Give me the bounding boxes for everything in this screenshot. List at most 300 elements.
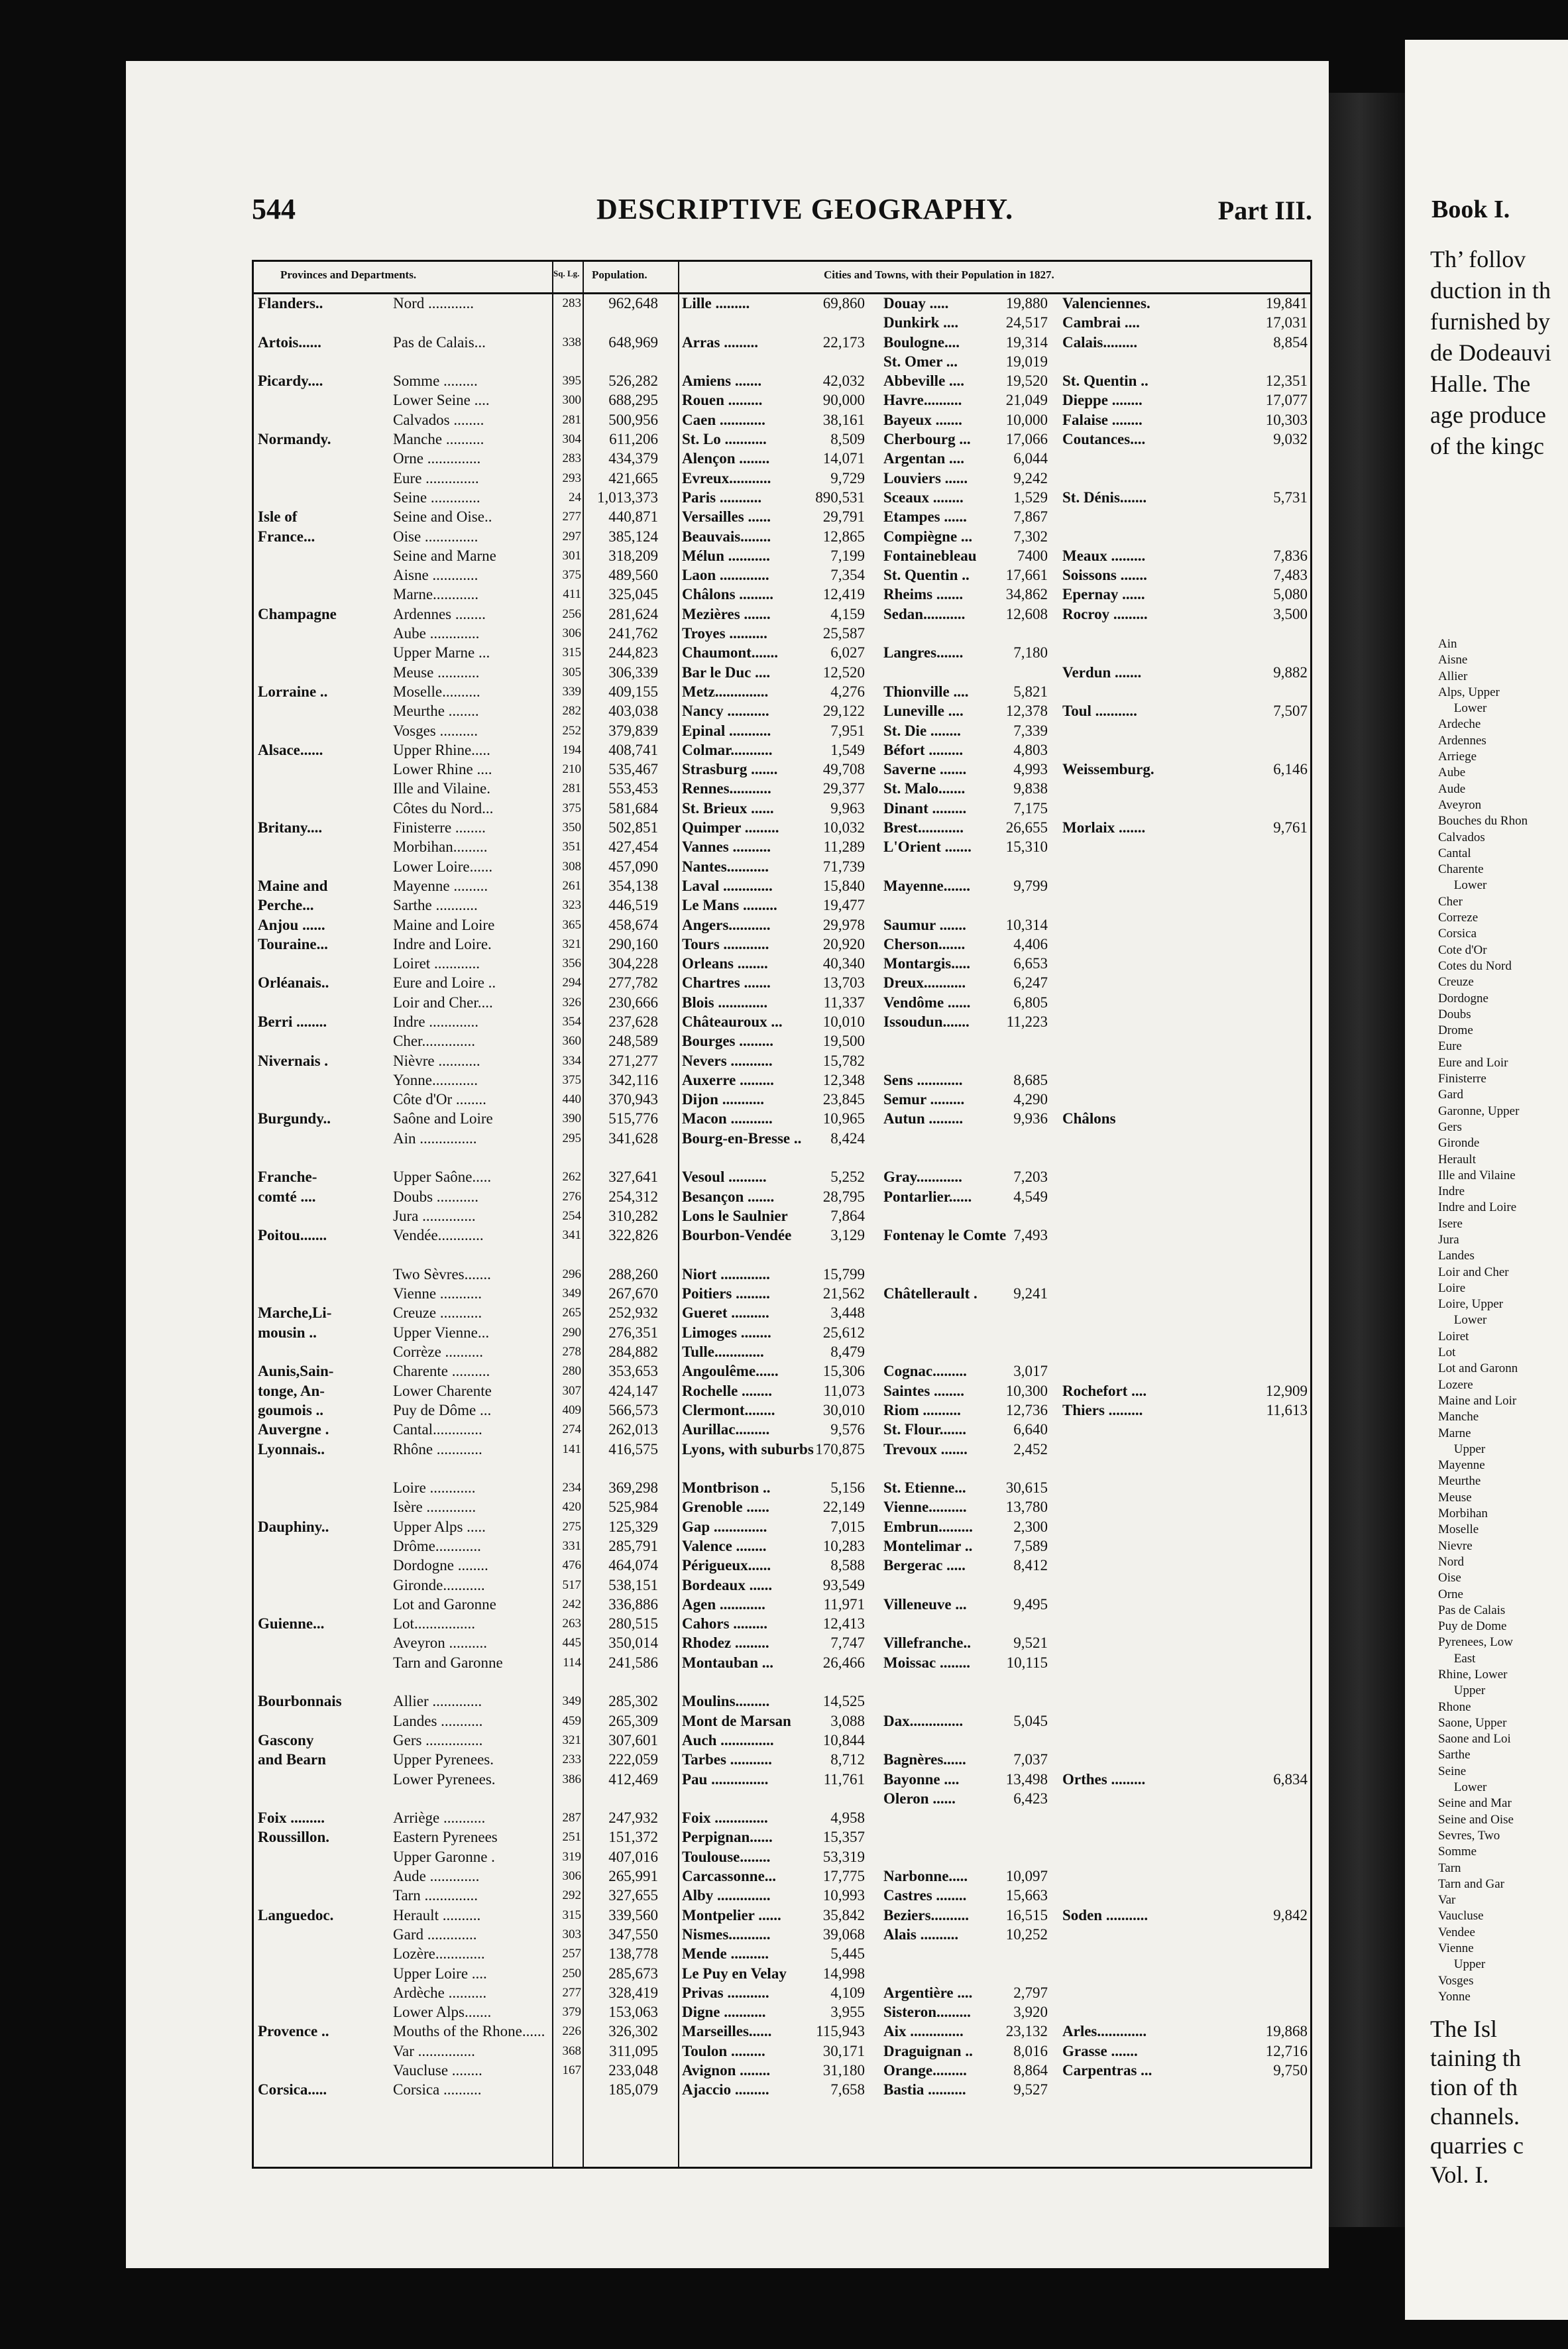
town-3-population-cell: 7,483 (1273, 567, 1308, 584)
capital-population-cell: 3,955 (830, 2004, 865, 2021)
department-cell: Vendée............ (393, 1227, 484, 1244)
department-cell: Charente .......... (393, 1363, 490, 1380)
sq-leagues-cell: 167 (562, 2063, 581, 2078)
province-cell: Gascony (258, 1731, 314, 1748)
population-cell: 353,653 (608, 1363, 658, 1380)
town-2-population-cell: 4,406 (1013, 935, 1048, 952)
table-row (254, 1731, 1310, 1750)
population-cell: 434,379 (608, 450, 658, 467)
table-row (254, 1614, 1310, 1633)
capital-population-cell: 10,283 (822, 1538, 865, 1554)
capital-population-cell: 11,289 (823, 838, 865, 856)
page-number: 544 (252, 193, 296, 225)
sq-leagues-cell: 287 (562, 1811, 581, 1825)
town-2-population-cell: 1,529 (1013, 488, 1048, 506)
capital-cell: Angoulême...... (682, 1363, 779, 1380)
town-3-cell: Carpentras ... (1062, 2062, 1152, 2079)
table-row (254, 565, 1310, 585)
population-cell: 458,674 (608, 916, 658, 933)
capital-population-cell: 20,920 (822, 935, 865, 952)
capital-cell: Paris ........... (682, 488, 762, 506)
department-cell: Doubs ........... (393, 1188, 479, 1205)
capital-population-cell: 890,531 (815, 488, 865, 506)
population-cell: 288,260 (608, 1265, 658, 1283)
town-2-population-cell: 4,290 (1013, 1091, 1048, 1108)
province-cell: Champagne (258, 605, 337, 622)
sq-leagues-cell: 304 (562, 432, 581, 447)
capital-cell: Montpelier ...... (682, 1906, 781, 1923)
town-3-cell: Verdun ....... (1062, 663, 1142, 681)
town-2-population-cell: 6,044 (1013, 450, 1048, 467)
capital-cell: Vannes .......... (682, 838, 771, 856)
capital-population-cell: 11,073 (823, 1382, 865, 1399)
capital-population-cell: 4,109 (830, 1984, 865, 2001)
population-cell: 262,013 (608, 1421, 658, 1438)
capital-population-cell: 22,173 (822, 333, 865, 351)
town-2-population-cell: 4,803 (1013, 741, 1048, 758)
capital-cell: Alby .............. (682, 1887, 771, 1904)
department-cell: Rhône ............ (393, 1440, 482, 1458)
sq-leagues-cell: 261 (562, 878, 581, 893)
town-2-cell: St. Quentin .. (883, 567, 970, 584)
sq-leagues-cell: 294 (562, 976, 581, 990)
population-cell: 328,419 (608, 1984, 658, 2001)
town-2-cell: Saverne ....... (883, 761, 967, 778)
table-row (254, 527, 1310, 546)
sq-leagues-cell: 276 (562, 1189, 581, 1204)
capital-population-cell: 31,180 (822, 2062, 865, 2079)
town-3-cell: Soissons ....... (1062, 567, 1147, 584)
town-2-cell: Bayonne .... (883, 1770, 960, 1788)
header-cities: Cities and Towns, with their Population in 1827. (824, 268, 1054, 281)
department-cell: Vaucluse ........ (393, 2062, 482, 2079)
town-2-cell: St. Omer ... (883, 353, 958, 370)
town-2-population-cell: 9,241 (1013, 1285, 1048, 1302)
population-cell: 648,969 (608, 333, 658, 351)
sq-leagues-cell: 281 (562, 781, 581, 796)
table-row (254, 1964, 1310, 1983)
sq-leagues-cell: 234 (562, 1481, 581, 1495)
table-row (254, 1750, 1310, 1769)
town-2-population-cell: 8,864 (1013, 2062, 1048, 2079)
capital-cell: Strasburg ....... (682, 761, 778, 778)
town-2-cell: Cherson....... (883, 935, 966, 952)
sq-leagues-cell: 254 (562, 1208, 581, 1223)
department-cell: Arriège ........... (393, 1809, 486, 1827)
department-cell: Corrèze .......... (393, 1344, 484, 1361)
table-row (254, 721, 1310, 740)
town-3-cell: St. Dénis....... (1062, 488, 1147, 506)
town-2-cell: St. Die ........ (883, 722, 961, 739)
sq-leagues-cell: 351 (562, 840, 581, 854)
town-2-population-cell: 2,797 (1013, 1984, 1048, 2001)
province-cell: Perche... (258, 897, 314, 914)
capital-cell: Blois ............. (682, 994, 768, 1011)
town-2-population-cell: 12,736 (1005, 1401, 1048, 1418)
table-row (254, 954, 1310, 973)
capital-cell: Bourges ......... (682, 1033, 773, 1050)
table-row (254, 1361, 1310, 1381)
sq-leagues-cell: 300 (562, 393, 581, 408)
town-2-population-cell: 10,097 (1005, 1868, 1048, 1885)
sq-leagues-cell: 252 (562, 723, 581, 738)
table-row (254, 1265, 1310, 1284)
table-row (254, 1576, 1310, 1595)
capital-population-cell: 14,998 (822, 1965, 865, 1982)
capital-population-cell: 8,509 (830, 431, 865, 448)
population-cell: 290,160 (608, 935, 658, 952)
department-cell: Upper Pyrenees. (393, 1751, 494, 1768)
department-cell: Upper Loire .... (393, 1965, 487, 1982)
province-cell: Maine and (258, 877, 328, 894)
table-row (254, 1031, 1310, 1051)
sq-leagues-cell: 360 (562, 1034, 581, 1049)
department-cell: Meuse ........... (393, 663, 480, 681)
population-cell: 385,124 (608, 528, 658, 545)
capital-cell: Mezières ....... (682, 605, 771, 622)
department-cell: Yonne............ (393, 1071, 478, 1088)
town-2-cell: Louviers ...... (883, 469, 968, 487)
population-cell: 347,550 (608, 1925, 658, 1943)
department-cell: Lower Alps....... (393, 2004, 492, 2021)
table-row (254, 1847, 1310, 1866)
population-cell: 252,932 (608, 1304, 658, 1322)
department-cell: Two Sèvres....... (393, 1265, 491, 1283)
sq-leagues-cell: 265 (562, 1306, 581, 1320)
population-cell: 222,059 (608, 1751, 658, 1768)
sq-leagues-cell: 341 (562, 1228, 581, 1243)
table-row (254, 410, 1310, 430)
town-2-population-cell: 6,653 (1013, 955, 1048, 972)
department-cell: Ille and Vilaine. (393, 780, 491, 797)
department-cell: Gard ............. (393, 1925, 477, 1943)
table-row (254, 1789, 1310, 1808)
town-3-population-cell: 19,868 (1265, 2023, 1308, 2040)
capital-cell: Bourg-en-Bresse .. (682, 1129, 802, 1147)
capital-population-cell: 30,171 (822, 2042, 865, 2059)
town-2-cell: Vendôme ...... (883, 994, 971, 1011)
capital-population-cell: 26,466 (822, 1654, 865, 1671)
town-2-population-cell: 6,805 (1013, 994, 1048, 1011)
department-cell: Sarthe ........... (393, 897, 478, 914)
department-cell: Morbihan......... (393, 838, 488, 856)
department-cell: Jura .............. (393, 1207, 476, 1224)
department-cell: Aisne ............ (393, 567, 478, 584)
capital-cell: Rouen ......... (682, 392, 763, 409)
population-cell: 271,277 (608, 1052, 658, 1069)
capital-population-cell: 10,010 (822, 1013, 865, 1030)
capital-population-cell: 10,844 (822, 1731, 865, 1748)
town-2-population-cell: 8,016 (1013, 2042, 1048, 2059)
table-row (254, 333, 1310, 352)
province-cell: Burgundy.. (258, 1110, 331, 1127)
town-2-population-cell: 9,242 (1013, 469, 1048, 487)
table-row (254, 701, 1310, 720)
capital-population-cell: 71,739 (822, 858, 865, 875)
capital-cell: Angers........... (682, 916, 771, 933)
population-cell: 248,589 (608, 1033, 658, 1050)
capital-population-cell: 29,791 (822, 508, 865, 526)
population-cell: 151,372 (608, 1829, 658, 1846)
capital-cell: Amiens ....... (682, 372, 762, 390)
population-cell: 276,351 (608, 1324, 658, 1341)
town-3-cell: St. Quentin .. (1062, 372, 1148, 390)
sq-leagues-cell: 306 (562, 1869, 581, 1884)
capital-population-cell: 53,319 (822, 1848, 865, 1865)
capital-population-cell: 10,965 (822, 1110, 865, 1127)
facing-page-bottom-line: tion of th (1430, 2074, 1518, 2100)
province-cell: Provence .. (258, 2023, 329, 2040)
capital-population-cell: 15,306 (822, 1363, 865, 1380)
town-2-population-cell: 17,066 (1005, 431, 1048, 448)
capital-population-cell: 15,782 (822, 1052, 865, 1069)
capital-cell: Evreux........... (682, 469, 771, 487)
table-row (254, 1051, 1310, 1070)
department-cell: Upper Saône..... (393, 1169, 492, 1186)
province-cell: Isle of (258, 508, 298, 526)
capital-cell: Périgueux...... (682, 1557, 771, 1574)
department-cell: Loiret ............ (393, 955, 480, 972)
population-cell: 280,515 (608, 1615, 658, 1633)
capital-cell: Auxerre ......... (682, 1071, 774, 1088)
table-row (254, 1944, 1310, 1963)
population-cell: 538,151 (608, 1576, 658, 1593)
sq-leagues-cell: 339 (562, 684, 581, 699)
table-row (254, 1459, 1310, 1478)
table-row (254, 390, 1310, 410)
town-2-cell: Béfort ......... (883, 741, 964, 758)
sq-leagues-cell: 420 (562, 1500, 581, 1515)
town-2-cell: Embrun......... (883, 1518, 973, 1535)
town-2-population-cell: 4,993 (1013, 761, 1048, 778)
town-2-cell: Semur ......... (883, 1091, 965, 1108)
town-3-cell: Soden ........... (1062, 1906, 1148, 1923)
population-cell: 153,063 (608, 2004, 658, 2021)
capital-population-cell: 49,708 (822, 761, 865, 778)
capital-cell: Colmar........... (682, 741, 773, 758)
capital-cell: Metz.............. (682, 683, 769, 700)
town-2-population-cell: 9,838 (1013, 780, 1048, 797)
town-3-population-cell: 19,841 (1265, 295, 1308, 312)
department-cell: Côtes du Nord... (393, 799, 494, 817)
town-3-cell: Valenciennes. (1062, 295, 1150, 312)
department-cell: Manche .......... (393, 431, 484, 448)
population-cell: 407,016 (608, 1848, 658, 1865)
province-cell: Bourbonnais (258, 1693, 342, 1710)
table-row (254, 1497, 1310, 1517)
department-cell: Lower Charente (393, 1382, 492, 1399)
running-head (252, 192, 1312, 239)
table-row (254, 799, 1310, 818)
town-3-cell: Coutances.... (1062, 431, 1146, 448)
table-row (254, 313, 1310, 332)
sq-leagues-cell: 459 (562, 1713, 581, 1728)
population-cell: 421,665 (608, 469, 658, 487)
sq-leagues-cell: 390 (562, 1112, 581, 1126)
department-cell: Tarn and Garonne (393, 1654, 503, 1671)
department-cell: Pas de Calais... (393, 333, 486, 351)
town-3-cell: Orthes ......... (1062, 1770, 1146, 1788)
facing-page-bottom-line: The Isl (1430, 2016, 1497, 2042)
capital-population-cell: 115,943 (816, 2023, 865, 2040)
province-cell: Orléanais.. (258, 974, 329, 992)
capital-cell: Châlons ......... (682, 586, 774, 603)
town-2-cell: Etampes ...... (883, 508, 967, 526)
capital-population-cell: 12,520 (822, 663, 865, 681)
capital-cell: Alençon ........ (682, 450, 770, 467)
town-3-cell: Châlons (1062, 1110, 1116, 1127)
table-row (254, 1691, 1310, 1711)
capital-population-cell: 5,445 (830, 1945, 865, 1963)
capital-cell: Niort ............. (682, 1265, 770, 1283)
table-row (254, 1866, 1310, 1886)
facing-page-line: age produce (1430, 402, 1546, 428)
population-cell: 265,309 (608, 1712, 658, 1729)
population-cell: 310,282 (608, 1207, 658, 1224)
town-3-population-cell: 17,031 (1265, 314, 1308, 331)
town-2-cell: Rheims ....... (883, 586, 964, 603)
table-row (254, 1187, 1310, 1206)
sq-leagues-cell: 307 (562, 1383, 581, 1398)
sq-leagues-cell: 24 (569, 490, 581, 504)
population-cell: 244,823 (608, 644, 658, 661)
capital-cell: Macon ........... (682, 1110, 773, 1127)
town-2-cell: Villefranche.. (883, 1634, 972, 1652)
capital-cell: Laval ............. (682, 877, 773, 894)
town-3-cell: Calais......... (1062, 333, 1138, 351)
table-row (254, 1633, 1310, 1652)
table-row (254, 1284, 1310, 1303)
capital-population-cell: 40,340 (822, 955, 865, 972)
town-2-cell: Dreux........... (883, 974, 966, 992)
town-3-cell: Rocroy ......... (1062, 605, 1148, 622)
sq-leagues-cell: 242 (562, 1597, 581, 1611)
department-cell: Somme ......... (393, 372, 478, 390)
capital-cell: Lyons, with suburbs (682, 1440, 814, 1458)
department-cell: Gers ............... (393, 1731, 483, 1748)
town-3-population-cell: 7,836 (1273, 547, 1308, 564)
sq-leagues-cell: 319 (562, 1849, 581, 1864)
town-2-cell: Compiègne ... (883, 528, 973, 545)
town-3-population-cell: 5,080 (1273, 586, 1308, 603)
table-row (254, 507, 1310, 526)
capital-population-cell: 30,010 (822, 1401, 865, 1418)
capital-cell: Aurillac......... (682, 1421, 770, 1438)
capital-population-cell: 21,562 (822, 1285, 865, 1302)
department-cell: Upper Marne ... (393, 644, 490, 661)
table-row (254, 1556, 1310, 1575)
part-label: Part III. (1217, 196, 1312, 225)
facing-page-list: Ain Aisne Allier Alps, Upper Lower Ardeche Ardennes Arriege Aube Aude Aveyron Bouches du Rhon Calvados Cantal Charente Lower Cher Correze Corsica Cote d'Or Cotes du Nord Creuze Dordogne Doubs Drome Eure Eure and Loir Finisterre Gard Garonne, Upper Gers Gironde Herault Ille and Vilaine Indre Indre and Loire Isere Jura Landes Loir and Cher Loire Loire, Upper Lower Loiret Lot Lot and Garonn Lozere Maine and Loir Manche Marne Upper Mayenne Meurthe Meuse Morbihan Moselle Nievre Nord Oise Orne Pas de Calais Puy de Dome Pyrenees, Low East Rhine, Lower Upper Rhone Saone, Upper Saone and Loi Sarthe Seine Lower Seine and Mar Seine and Oise Sevres, Two Somme Tarn Tarn and Gar Var Vaucluse Vendee Vienne Upper Vosges Yonne (1438, 637, 1528, 2004)
town-2-cell: Luneville .... (883, 703, 964, 720)
sq-leagues-cell: 315 (562, 646, 581, 660)
facing-page-line: de Dodeauvi (1430, 339, 1551, 366)
department-cell: Orne .............. (393, 450, 481, 467)
capital-cell: Orleans ........ (682, 955, 768, 972)
population-cell: 233,048 (608, 2062, 658, 2079)
province-cell: Foix ......... (258, 1809, 325, 1827)
department-cell: Moselle.......... (393, 683, 480, 700)
department-cell: Ardèche .......... (393, 1984, 487, 2001)
town-2-cell: Fontainebleau (883, 547, 977, 564)
sq-leagues-cell: 331 (562, 1539, 581, 1553)
town-2-population-cell: 15,310 (1005, 838, 1048, 856)
town-2-population-cell: 7,493 (1013, 1227, 1048, 1244)
department-cell: Landes ........... (393, 1712, 483, 1729)
table-header (254, 262, 1310, 294)
table-row (254, 740, 1310, 760)
department-cell: Herault .......... (393, 1906, 481, 1923)
table-row (254, 1517, 1310, 1536)
capital-population-cell: 15,799 (822, 1265, 865, 1283)
sq-leagues-cell: 409 (562, 1403, 581, 1417)
department-cell: Lot................ (393, 1615, 475, 1633)
town-2-cell: Bastia .......... (883, 2081, 966, 2098)
population-cell: 535,467 (608, 761, 658, 778)
capital-cell: Lons le Saulnier (682, 1207, 788, 1224)
capital-population-cell: 15,357 (822, 1829, 865, 1846)
sq-leagues-cell: 280 (562, 1364, 581, 1379)
capital-cell: Valence ........ (682, 1538, 767, 1554)
population-cell: 311,095 (609, 2042, 658, 2059)
town-2-cell: Argentan .... (883, 450, 965, 467)
population-cell: 457,090 (608, 858, 658, 875)
province-cell: Marche,Li- (258, 1304, 332, 1322)
town-2-population-cell: 5,821 (1013, 683, 1048, 700)
town-2-population-cell: 11,223 (1006, 1013, 1048, 1030)
sq-leagues-cell: 296 (562, 1267, 581, 1281)
header-population: Population. (592, 268, 647, 281)
table-row (254, 2002, 1310, 2022)
population-cell: 1,013,373 (597, 488, 658, 506)
capital-population-cell: 3,129 (830, 1227, 865, 1244)
sq-leagues-cell: 323 (562, 898, 581, 913)
province-cell: Corsica..... (258, 2081, 327, 2098)
header-provinces: Provinces and Departments. (280, 268, 417, 281)
town-2-cell: Bergerac ..... (883, 1557, 966, 1574)
town-2-cell: St. Etienne... (883, 1479, 966, 1497)
capital-cell: Gueret .......... (682, 1304, 769, 1322)
town-2-population-cell: 17,661 (1005, 567, 1048, 584)
department-cell: Meurthe ........ (393, 703, 479, 720)
sq-leagues-cell: 257 (562, 1947, 581, 1961)
facing-page-line: furnished by (1430, 308, 1550, 335)
town-2-cell: Châtellerault . (883, 1285, 978, 1302)
province-cell: France... (258, 528, 315, 545)
sq-leagues-cell: 290 (562, 1325, 581, 1340)
capital-population-cell: 4,276 (830, 683, 865, 700)
capital-cell: Toulouse........ (682, 1848, 771, 1865)
sq-leagues-cell: 210 (562, 762, 581, 777)
department-cell: Mayenne ......... (393, 877, 488, 894)
population-cell: 446,519 (608, 897, 658, 914)
department-cell: Creuze ........... (393, 1304, 482, 1322)
capital-cell: Rochelle ........ (682, 1382, 773, 1399)
capital-cell: Avignon ........ (682, 2062, 771, 2079)
town-2-cell: Vienne.......... (883, 1499, 967, 1516)
town-2-population-cell: 7,339 (1013, 722, 1048, 739)
table-row (254, 1906, 1310, 1925)
sq-leagues-cell: 476 (562, 1558, 581, 1573)
sq-leagues-cell: 194 (562, 742, 581, 757)
province-cell: Nivernais . (258, 1052, 329, 1069)
town-2-cell: Sceaux ........ (883, 488, 964, 506)
town-2-cell: Langres....... (883, 644, 964, 661)
population-cell: 318,209 (608, 547, 658, 564)
department-cell: Aube ............. (393, 625, 480, 642)
table-row (254, 1226, 1310, 1245)
town-2-population-cell: 12,608 (1005, 605, 1048, 622)
